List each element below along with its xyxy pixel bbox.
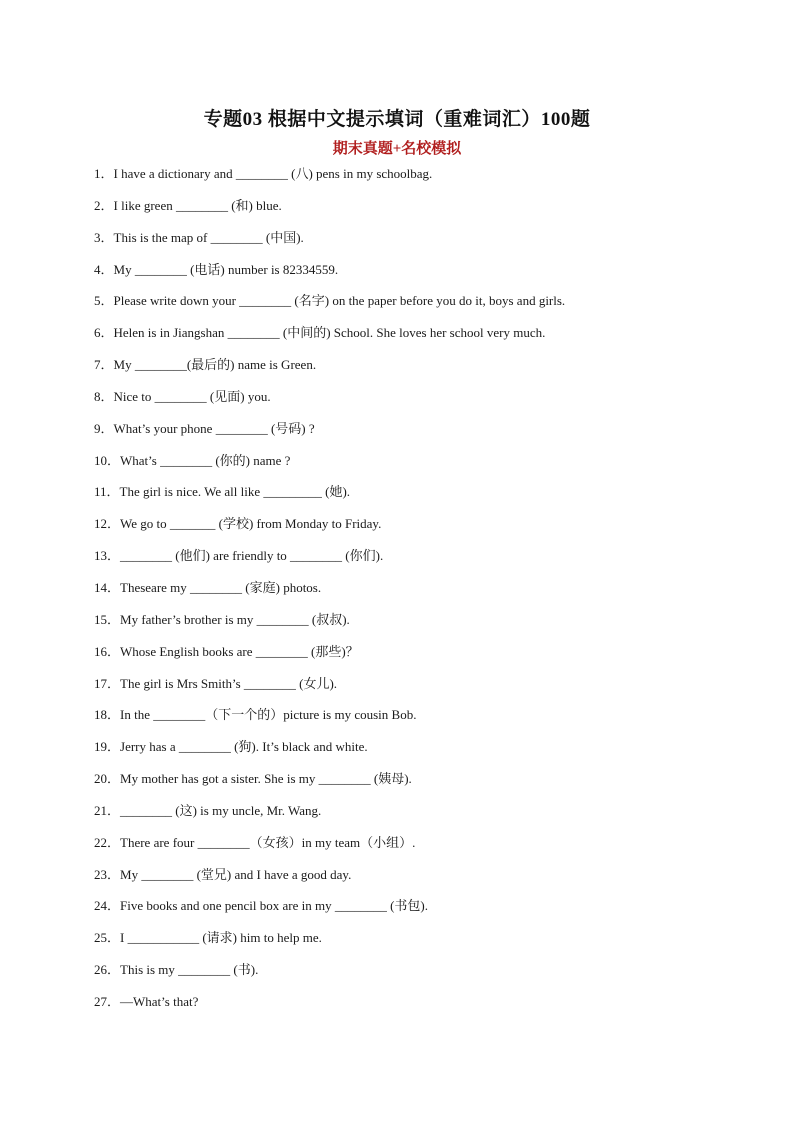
question-item bbox=[94, 737, 734, 769]
question-item bbox=[94, 992, 734, 1024]
question-text: Nice to ________ (见面) you. bbox=[113, 388, 271, 404]
question-number: 7． bbox=[94, 357, 114, 373]
question-text: In the ________（下一个的）picture is my cousin Bob. bbox=[120, 707, 417, 723]
question-item bbox=[94, 323, 734, 355]
question-item bbox=[94, 674, 734, 706]
question-text: Helen is in Jiangshan ________ (中间的) School. She loves her school very much. bbox=[113, 325, 546, 341]
question-item bbox=[94, 769, 734, 801]
question-number: 17． bbox=[94, 675, 121, 691]
question-number: 20． bbox=[94, 771, 121, 787]
question-text: I ___________ (请求) him to help me. bbox=[120, 930, 322, 946]
question-number: 3． bbox=[94, 229, 114, 245]
question-item bbox=[94, 451, 734, 483]
question-text: Jerry has a ________ (狗). It’s black and white. bbox=[120, 739, 368, 755]
question-item bbox=[94, 260, 734, 292]
question-number: 19． bbox=[94, 739, 121, 755]
question-item bbox=[94, 578, 734, 610]
question-item bbox=[94, 164, 734, 196]
question-item bbox=[94, 291, 734, 323]
question-number: 26． bbox=[94, 962, 121, 978]
question-number: 25． bbox=[94, 930, 121, 946]
question-text: We go to _______ (学校) from Monday to Friday. bbox=[120, 516, 382, 532]
question-text: This is the map of ________ (中国). bbox=[113, 229, 304, 245]
question-text: Theseare my ________ (家庭) photos. bbox=[120, 579, 322, 595]
question-item bbox=[94, 228, 734, 260]
question-list bbox=[94, 164, 734, 1024]
question-text: What’s your phone ________ (号码) ? bbox=[113, 420, 315, 436]
question-text: I like green ________ (和) blue. bbox=[113, 197, 282, 213]
question-text: Five books and one pencil box are in my ________ (书包). bbox=[120, 898, 428, 914]
question-number: 22． bbox=[94, 834, 121, 850]
question-item bbox=[94, 928, 734, 960]
question-text: I have a dictionary and ________ (八) pens in my schoolbag. bbox=[113, 166, 433, 181]
question-item bbox=[94, 546, 734, 578]
question-item bbox=[94, 896, 734, 928]
question-item bbox=[94, 705, 734, 737]
question-item bbox=[94, 387, 734, 419]
question-item bbox=[94, 865, 734, 897]
question-text: Please write down your ________ (名字) on the paper before you do it, boys and girls. bbox=[113, 293, 566, 309]
document-subtitle: 期末真题+名校模拟 bbox=[332, 141, 462, 157]
question-item bbox=[94, 419, 734, 451]
question-number: 13． bbox=[94, 548, 121, 564]
question-item bbox=[94, 801, 734, 833]
question-number: 27． bbox=[94, 993, 121, 1009]
question-text: The girl is Mrs Smith’s ________ (女儿). bbox=[120, 675, 338, 691]
question-item bbox=[94, 610, 734, 642]
question-number: 14． bbox=[94, 579, 121, 595]
question-text: Whose English books are ________ (那些)？ bbox=[120, 643, 359, 659]
question-text: This is my ________ (书). bbox=[120, 962, 259, 978]
question-item bbox=[94, 196, 734, 228]
question-text: My ________ (电话) number is 82334559. bbox=[113, 261, 339, 277]
question-item bbox=[94, 960, 734, 992]
question-item bbox=[94, 514, 734, 546]
question-item bbox=[94, 833, 734, 865]
question-number: 23． bbox=[94, 866, 121, 882]
question-text: ________ (这) is my uncle, Mr. Wang. bbox=[120, 802, 322, 818]
question-item bbox=[94, 482, 734, 514]
question-number: 1． bbox=[94, 166, 114, 181]
question-text: My ________(最后的) name is Green. bbox=[113, 357, 317, 373]
question-item bbox=[94, 355, 734, 387]
question-number: 11． bbox=[94, 484, 120, 500]
question-number: 18． bbox=[94, 707, 121, 723]
question-number: 10． bbox=[94, 452, 121, 468]
question-number: 6． bbox=[94, 325, 114, 341]
question-number: 16． bbox=[94, 643, 121, 659]
question-number: 4． bbox=[94, 261, 114, 277]
question-number: 9． bbox=[94, 420, 114, 436]
question-number: 12． bbox=[94, 516, 121, 532]
question-text: My father’s brother is my ________ (叔叔). bbox=[120, 611, 350, 627]
question-text: The girl is nice. We all like _________ (她). bbox=[119, 484, 351, 500]
question-number: 5． bbox=[94, 293, 114, 309]
question-text: There are four ________（女孩）in my team（小组）. bbox=[120, 834, 416, 850]
question-number: 21． bbox=[94, 802, 121, 818]
question-number: 15． bbox=[94, 611, 121, 627]
question-text: What’s ________ (你的) name ? bbox=[120, 452, 291, 468]
question-number: 2． bbox=[94, 197, 114, 213]
question-text: My mother has got a sister. She is my ________ (姨母). bbox=[120, 771, 412, 787]
question-item bbox=[94, 642, 734, 674]
question-number: 8． bbox=[94, 388, 114, 404]
document-title: 专题03 根据中文提示填词（重难词汇）100题 bbox=[203, 109, 591, 130]
question-number: 24． bbox=[94, 898, 121, 914]
question-text: My ________ (堂兄) and I have a good day. bbox=[120, 866, 352, 882]
question-text: ________ (他们) are friendly to ________ (你们). bbox=[120, 548, 384, 564]
question-text: —What’s that? bbox=[120, 993, 199, 1009]
